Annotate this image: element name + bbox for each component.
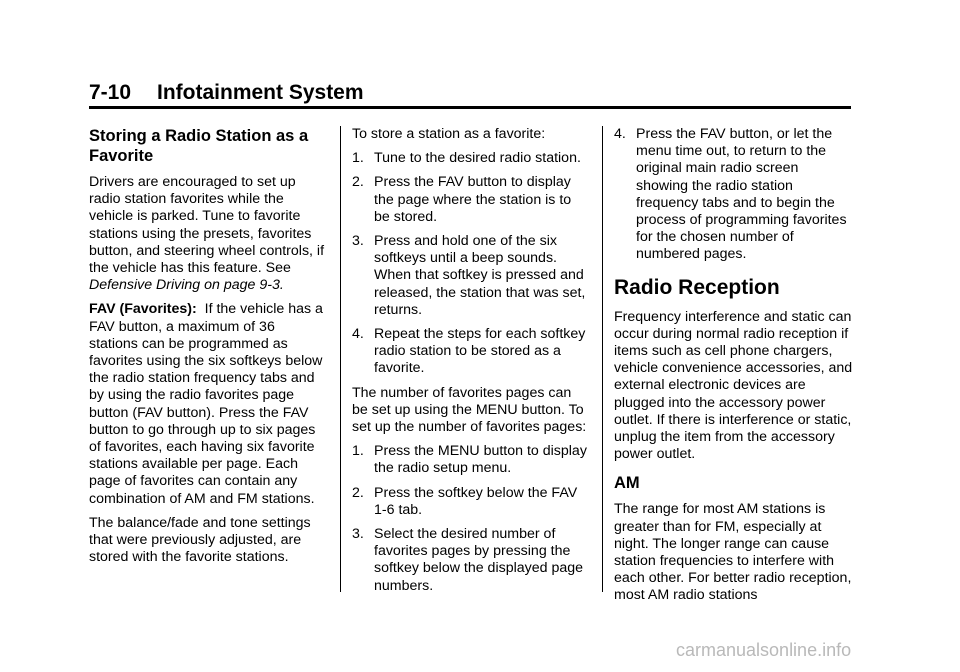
column-left [89, 126, 327, 573]
paragraph: The range for most AM stations is greater than for FM, especially at night. The longer range can cause station frequencies to interfere with each other. For better radio reception, most AM radio stations [614, 501, 852, 604]
step-number: 2. [352, 174, 364, 191]
list-item [352, 150, 590, 167]
list-item [352, 174, 590, 226]
step-number: 1. [352, 150, 364, 167]
step-text: Press the FAV button to display the page where the station is to be stored. [374, 174, 572, 225]
step-text: Tune to the desired radio station. [374, 150, 581, 167]
step-number: 4. [352, 326, 364, 343]
section-heading-radio-reception: Radio Reception [614, 275, 780, 299]
paragraph: The number of favorites pages can be set up using the MENU button. To set up the number of favorites pages: [352, 384, 587, 436]
step-text: Press and hold one of the six softkeys until a beep sounds. When that softkey is pressed and released, the station that was set, returns. [374, 233, 586, 318]
step-number: 3. [352, 233, 364, 250]
term-label: FAV (Favorites): [89, 301, 197, 318]
paragraph-text: Drivers are encouraged to set up radio station favorites while the vehicle is parked. Tune to favorite stations using the presets, favorites button, and steering wheel controls, if the vehicle has this feature. See [89, 174, 325, 277]
column-middle [352, 126, 590, 602]
step-number: 4. [614, 126, 626, 142]
list-item [352, 443, 590, 477]
step-number: 1. [352, 443, 364, 460]
paragraph: Frequency interference and static can occur during normal radio reception if items such as cell phone chargers, vehicle convenience accessories, and external electronic devices are plugged into the accessory power outlet. If there is interference or static, unplug the item from the accessory power outlet. [614, 308, 853, 463]
subsection-heading-am: AM [614, 474, 640, 493]
paragraph: The balance/fade and tone settings that were previously adjusted, are stored with the favorite stations. [89, 514, 311, 566]
column-divider [340, 126, 341, 592]
cross-reference: Defensive Driving on page 9-3. [89, 277, 284, 294]
paragraph-text: If the vehicle has a FAV button, a maximum of 36 stations can be programmed as favorites using the six softkeys below the radio station frequency tabs and by using the radio favorites page button (FAV button). Press the FAV button to go through up to six pages of favorites, each having six favorite stations available per page. Each page of favorites can contain any combination of AM and FM stations. [89, 301, 323, 507]
chapter-title: Infotainment System [157, 81, 364, 104]
paragraph [89, 301, 327, 507]
column-right [614, 126, 854, 612]
list-item [352, 485, 590, 519]
step-text: Press the FAV button, or let the menu time out, to return to the original main radio screen showing the radio station frequency tabs and to begin the process of programming favorites for the chosen number of numbered pages. [636, 126, 847, 263]
step-number: 2. [352, 484, 364, 501]
list-item [352, 526, 590, 595]
step-text: Repeat the steps for each softkey radio station to be stored as a favorite. [374, 326, 586, 377]
watermark: carmanualsonline.info [676, 640, 852, 660]
paragraph: To store a station as a favorite: [352, 126, 546, 142]
step-text: Press the softkey below the FAV 1-6 tab. [374, 484, 578, 518]
page-header [89, 80, 851, 109]
paragraph [89, 174, 327, 294]
column-divider [602, 126, 603, 592]
step-text: Select the desired number of favorites pages by pressing the softkey below the displayed page numbers. [374, 526, 584, 594]
page-number: 7-10 [89, 81, 132, 104]
section-heading-storing-favorite: Storing a Radio Station as a Favorite [89, 127, 309, 165]
step-text: Press the MENU button to display the radio setup menu. [374, 443, 587, 477]
list-item [352, 233, 590, 319]
list-item [352, 326, 590, 378]
list-item [614, 126, 854, 264]
step-number: 3. [352, 526, 364, 543]
